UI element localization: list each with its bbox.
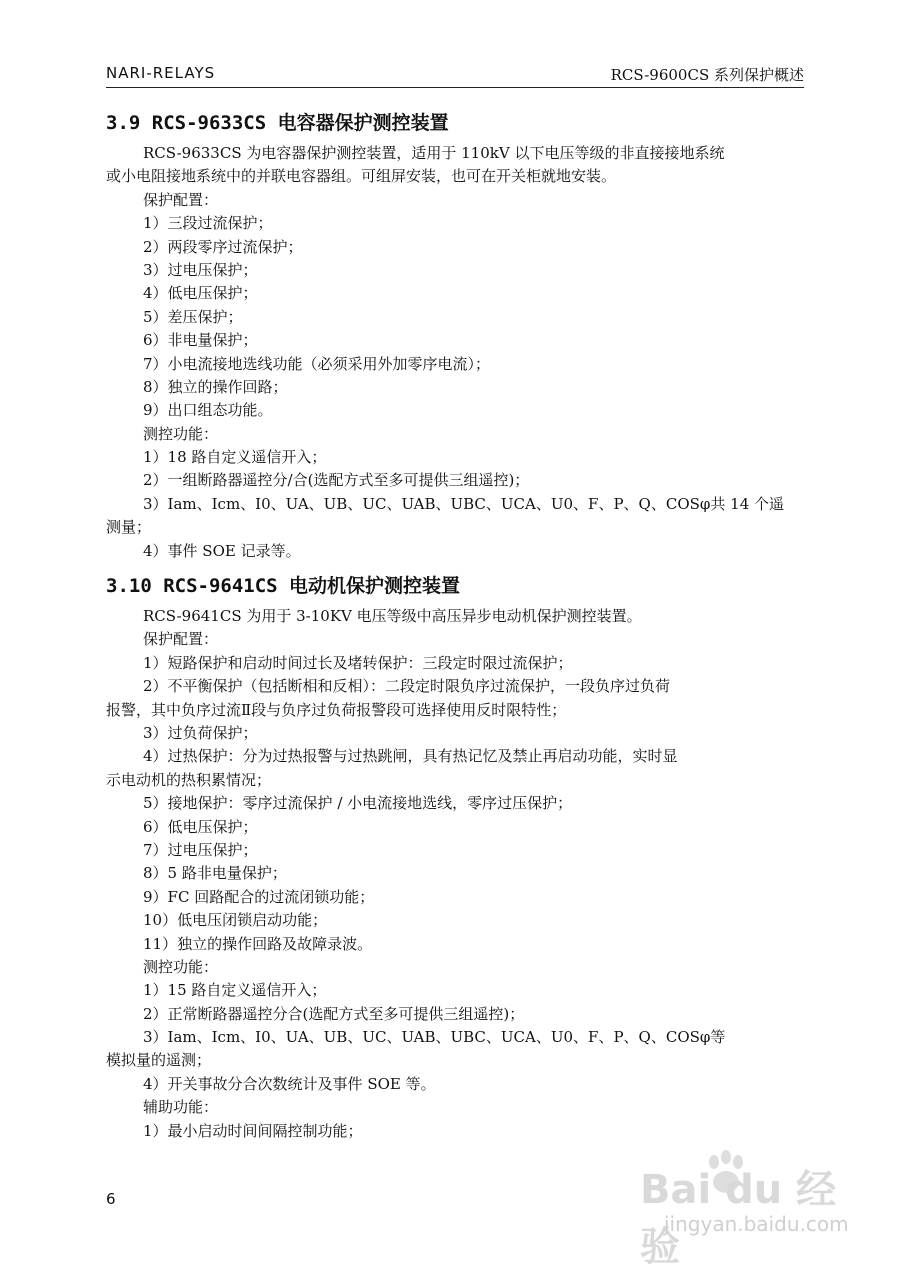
text-line: 辅助功能： [143,1098,219,1117]
text-line: 2）正常断路器遥控分合(选配方式至多可提供三组遥控)； [143,1004,525,1023]
watermark-brand: Bai du 经验 [640,1167,837,1270]
text-line: 3）Iam、Icm、I0、UA、UB、UC、UAB、UBC、UCA、U0、F、P、Q、COSφ共 14 个遥 [143,494,785,513]
text-line: 4）低电压保护； [143,284,258,303]
text-line: 9）FC 回路配合的过流闭锁功能； [143,887,375,906]
text-line: 1）短路保护和启动时间过长及堵转保护：三段定时限过流保护； [143,653,573,672]
text-line: 1）三段过流保护； [143,214,273,233]
text-line: 5）差压保护； [143,307,243,326]
header-divider [106,87,804,88]
text-line: 4）过热保护：分为过热报警与过热跳闸，具有热记忆及禁止再启动功能，实时显 [143,747,678,766]
text-line: 或小电阻接地系统中的并联电容器组。可组屏安装，也可在开关柜就地安装。 [106,167,617,186]
header-doc-title: RCS-9600CS 系列保护概述 [610,66,804,84]
text-line: 3）过电压保护； [143,260,258,279]
text-line: 示电动机的热积累情况； [106,770,272,789]
text-line: 2）不平衡保护（包括断相和反相）：二段定时限负序过流保护，一段负序过负荷 [143,677,671,696]
text-line: 测控功能： [143,424,219,443]
section-3-10-body [106,605,806,1143]
text-line: 6）非电量保护； [143,331,258,350]
text-line: 4）事件 SOE 记录等。 [143,541,301,560]
text-line: 11）独立的操作回路及故障录波。 [143,934,373,953]
text-line: 5）接地保护：零序过流保护 / 小电流接地选线，零序过压保护； [143,794,573,813]
text-line: 8）5 路非电量保护； [143,864,287,883]
text-line: 6）低电压保护； [143,817,258,836]
text-line: 报警，其中负序过流Ⅱ段与负序过负荷报警段可选择使用反时限特性； [106,700,567,719]
text-line: 3）Iam、Icm、I0、UA、UB、UC、UAB、UBC、UCA、U0、F、P、Q、COSφ等 [143,1028,726,1047]
text-line: RCS-9633CS 为电容器保护测控装置，适用于 110kV 以下电压等级的非直接接地系统 [143,144,725,162]
text-line: 测量； [106,518,152,537]
text-line: 2）一组断路器遥控分/合(选配方式至多可提供三组遥控)； [143,471,530,490]
watermark-url: jingyan.baidu.com [664,1212,849,1236]
text-line: RCS-9641CS 为用于 3-10KV 电压等级中高压异步电动机保护测控装置。 [143,607,642,626]
text-line: 1）15 路自定义遥信开入； [143,981,327,1000]
text-line: 9）出口组态功能。 [143,401,273,420]
header-company: NARI-RELAYS [106,64,216,82]
text-line: 测控功能： [143,957,219,976]
text-line: 8）独立的操作回路； [143,377,288,396]
baidu-jingyan-watermark [640,1150,849,1270]
text-line: 10）低电压闭锁启动功能； [143,911,328,930]
document-body [106,110,806,1143]
text-line: 模拟量的遥测； [106,1051,212,1070]
section-title-3-10: 3.10 RCS-9641CS 电动机保护测控装置 [106,575,461,598]
text-line: 1）18 路自定义遥信开入； [143,448,327,467]
section-3-9-body [106,142,806,563]
text-line: 2）两段零序过流保护； [143,237,303,256]
text-line: 1）最小启动时间间隔控制功能； [143,1121,363,1140]
text-line: 4）开关事故分合次数统计及事件 SOE 等。 [143,1074,436,1093]
section-title-3-9: 3.9 RCS-9633CS 电容器保护测控装置 [106,112,449,134]
text-line: 保护配置： [143,630,219,649]
text-line: 7）过电压保护； [143,840,258,859]
text-line: 7）小电流接地选线功能（必须采用外加零序电流）； [143,354,491,373]
page-number: 6 [106,1190,116,1208]
text-line: 保护配置： [143,190,219,209]
text-line: 3）过负荷保护； [143,723,258,742]
